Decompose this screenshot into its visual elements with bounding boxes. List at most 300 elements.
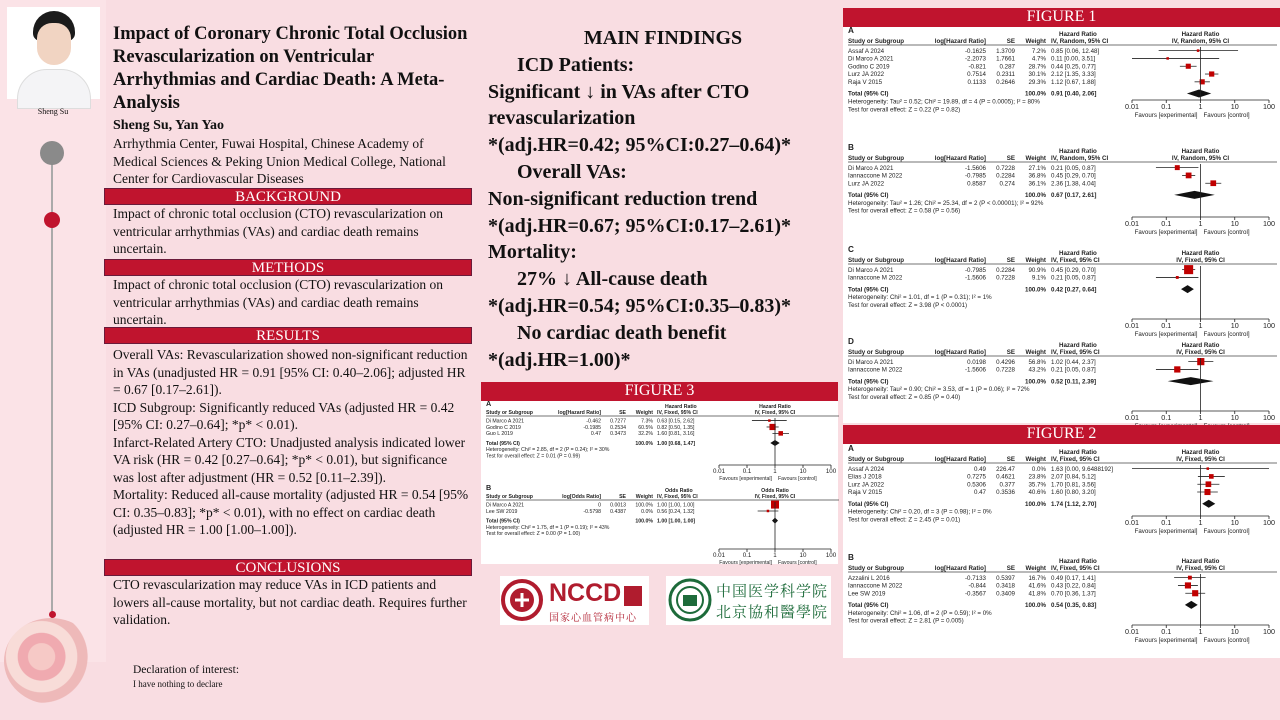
study-name: Iannaccone M 2022 xyxy=(848,582,903,590)
study-se: 226.47 xyxy=(996,465,1015,473)
total-weight: 100.0% xyxy=(1025,90,1046,98)
header-label: Odds Ratio xyxy=(665,488,693,494)
x-tick-label: 0.1 xyxy=(742,468,752,476)
x-tick-label: 0.1 xyxy=(1161,321,1172,331)
conclusions-text: CTO revascularization may reduce VAs in ICD patients and lowers all-cause mortality, but not cardiac death. Requires further validation. xyxy=(113,577,467,627)
study-ci: 0.70 [0.36, 1.37] xyxy=(1051,590,1096,598)
study-marker xyxy=(1184,265,1193,274)
background-header: BACKGROUND xyxy=(104,188,472,205)
study-ci: 1.60 [0.81, 3.16] xyxy=(657,431,695,438)
total-ci: 1.00 [0.68, 1.47] xyxy=(657,440,696,447)
x-tick-label: 1 xyxy=(773,552,777,560)
study-name: Raja V 2015 xyxy=(848,79,883,86)
total-weight: 100.0% xyxy=(635,518,653,525)
total-ci: 1.74 [1.12, 2.70] xyxy=(1051,500,1097,508)
header-label: SE xyxy=(619,410,626,416)
overall-effect-text: Test for overall effect: Z = 0.01 (P = 0.99) xyxy=(486,453,581,460)
header-label: log[Hazard Ratio] xyxy=(934,456,986,463)
x-tick-label: 100 xyxy=(1263,219,1275,229)
x-tick-label: 1 xyxy=(1198,219,1203,229)
panel-label: A xyxy=(486,399,492,408)
study-loghr: -0.5798 xyxy=(583,508,601,515)
study-se: 1.3709 xyxy=(996,47,1015,55)
study-name: Lurz JA 2022 xyxy=(848,481,885,489)
study-marker xyxy=(1210,180,1216,186)
finding-line: 27% ↓ All-cause death xyxy=(517,268,708,291)
header-label: IV, Fixed, 95% CI xyxy=(1051,565,1100,572)
study-weight: 36.8% xyxy=(1028,172,1046,180)
study-marker xyxy=(1186,173,1192,179)
study-name: Godino C 2019 xyxy=(486,424,521,431)
x-tick-label: 1 xyxy=(1198,321,1203,331)
study-marker xyxy=(1166,57,1169,60)
study-se: 0.2534 xyxy=(610,424,626,431)
favours-left: Favours [experimental] xyxy=(1134,528,1198,536)
study-ci: 1.00 [1.00, 1.00] xyxy=(657,502,695,509)
background-text: Impact of chronic total occlusion (CTO) revascularization on ventricular arrhythmias (VAs) and cardiac death remains uncertain. xyxy=(113,206,444,256)
study-name: Lurz JA 2022 xyxy=(848,180,885,188)
favours-right: Favours [control] xyxy=(1203,229,1250,237)
pumc-logo xyxy=(666,576,831,625)
study-ci: 0.56 [0.24, 1.32] xyxy=(657,508,695,515)
left-sidebar xyxy=(0,0,106,662)
study-se: 0.2284 xyxy=(996,172,1015,180)
finding-line: revascularization xyxy=(488,107,636,130)
x-tick-label: 0.1 xyxy=(742,552,752,560)
total-label: Total (95% CI) xyxy=(848,90,889,98)
study-marker xyxy=(1186,64,1191,69)
study-marker xyxy=(1185,582,1191,588)
panel-label: A xyxy=(848,26,854,35)
finding-line: Non-significant reduction trend xyxy=(488,187,758,210)
total-label: Total (95% CI) xyxy=(486,440,520,447)
total-label: Total (95% CI) xyxy=(848,500,889,508)
study-se: 0.3409 xyxy=(996,590,1015,598)
header-label: Hazard Ratio xyxy=(1181,558,1220,565)
study-ci: 1.02 [0.44, 2.37] xyxy=(1051,358,1096,366)
study-ci: 2.07 [0.84, 5.12] xyxy=(1051,473,1096,481)
total-diamond xyxy=(1174,191,1215,199)
finding-line: ICD Patients: xyxy=(517,53,635,76)
study-name: Iannaccone M 2022 xyxy=(848,274,903,282)
study-name: Godino C 2019 xyxy=(848,63,890,71)
header-label: IV, Fixed, 95% CI xyxy=(1176,456,1225,463)
header-label: IV, Random, 95% CI xyxy=(1171,38,1230,45)
pumc-logo-line2: 北京協和醫學院 xyxy=(716,603,829,621)
x-tick-label: 0.01 xyxy=(712,552,726,560)
x-tick-label: 100 xyxy=(825,468,837,476)
study-weight: 16.7% xyxy=(1028,574,1046,582)
study-ci: 0.82 [0.50, 1.35] xyxy=(657,424,695,431)
photo-shirt xyxy=(17,69,91,109)
study-name: Guo L 2019 xyxy=(486,431,513,438)
header-label: IV, Random, 95% CI xyxy=(1051,155,1109,162)
study-ci: 0.21 [0.05, 0.87] xyxy=(1051,366,1096,374)
x-tick-label: 10 xyxy=(799,552,807,560)
header-label: Study or Subgroup xyxy=(486,410,533,416)
favours-left: Favours [experimental] xyxy=(1134,637,1198,645)
x-tick-label: 1 xyxy=(1198,102,1203,112)
header-label: Hazard Ratio xyxy=(759,404,791,410)
study-weight: 43.2% xyxy=(1028,366,1046,374)
total-label: Total (95% CI) xyxy=(848,602,889,610)
header-label: IV, Fixed, 95% CI xyxy=(1176,349,1225,356)
results-paragraph: Overall VAs: Revascularization showed non-significant reduction in VAs (unadjusted HR = 0.91 [95% CI: 0.40–2.06]; adjusted HR = 0.67 [0.17–2.61]). xyxy=(113,347,468,397)
x-tick-label: 1 xyxy=(1198,518,1203,528)
study-loghr: 0.47 xyxy=(590,431,601,438)
x-tick-label: 10 xyxy=(1230,102,1239,112)
study-marker xyxy=(1188,576,1192,580)
total-label: Total (95% CI) xyxy=(848,286,889,294)
study-name: Di Marco A 2021 xyxy=(486,502,525,509)
header-label: IV, Fixed, 95% CI xyxy=(657,494,698,500)
study-weight: 4.7% xyxy=(1031,55,1046,63)
study-se: 0.7228 xyxy=(996,274,1015,282)
heterogeneity-text: Heterogeneity: Tau² = 1.26; Chi² = 25.34, df = 2 (P < 0.00001); I² = 92% xyxy=(848,199,1044,207)
study-ci: 0.44 [0.25, 0.77] xyxy=(1051,63,1096,71)
study-weight: 100.0% xyxy=(635,502,653,509)
results-paragraph: Infarct-Related Artery CTO: Unadjusted analysis indicated lower VA risk (HR = 0.42 [0.27–0.64]; *p* < 0.01), but significance was lost after adjustment (HR = 0.52 [0.11–2.39]). xyxy=(113,434,466,485)
header-label: IV, Random, 95% CI xyxy=(1171,155,1230,162)
x-tick-label: 1 xyxy=(1198,413,1203,423)
study-se: 0.4296 xyxy=(996,358,1015,366)
study-loghr: -0.1625 xyxy=(965,47,986,55)
poster-title: Impact of Coronary Chronic Total Occlusion Revascularization on Ventricular Arrhythmias and Cardiac Death: A Meta-Analysis xyxy=(113,24,468,113)
x-tick-label: 1 xyxy=(1198,627,1203,637)
x-tick-label: 10 xyxy=(1230,518,1239,528)
heterogeneity-text: Heterogeneity: Tau² = 0.90; Chi² = 3.53, df = 1 (P = 0.06); I² = 72% xyxy=(848,386,1030,394)
poster-affiliation: Arrhythmia Center, Fuwai Hospital, Chinese Academy of Medical Sciences & Peking Union Medical College, National Center for Cardiovascular Diseases xyxy=(113,136,446,186)
poster-authors: Sheng Su, Yan Yao xyxy=(113,118,225,133)
header-label: Study or Subgroup xyxy=(848,456,905,463)
study-ci: 0.21 [0.05, 0.87] xyxy=(1051,274,1096,282)
total-weight: 100.0% xyxy=(1025,602,1046,610)
x-tick-label: 0.01 xyxy=(1125,102,1139,112)
header-label: log[Odds Ratio] xyxy=(562,494,601,500)
x-tick-label: 10 xyxy=(1230,627,1239,637)
header-label: Hazard Ratio xyxy=(1181,250,1220,257)
presenter-photo xyxy=(7,7,100,99)
finding-line: Mortality: xyxy=(488,241,577,264)
favours-right: Favours [control] xyxy=(1203,637,1250,645)
x-tick-label: 10 xyxy=(1230,413,1239,423)
study-name: Azzalini L 2016 xyxy=(848,574,890,582)
heterogeneity-text: Heterogeneity: Tau² = 0.52; Chi² = 19.89, df = 4 (P = 0.0005); I² = 80% xyxy=(848,98,1040,106)
favours-left: Favours [experimental] xyxy=(719,475,772,482)
study-name: Elias J 2018 xyxy=(848,473,882,481)
results-paragraph: Mortality: Reduced all-cause mortality (adjusted HR = 0.54 [95% CI: 0.35–0.83]; *p* < 0.01), with no effect on cardiac death (adjusted HR = 1.00 [1.00–1.00]). xyxy=(113,487,469,537)
study-se: 0.274 xyxy=(999,180,1015,188)
study-marker xyxy=(1207,467,1210,470)
study-name: Di Marco A 2021 xyxy=(848,55,894,63)
overall-effect-text: Test for overall effect: Z = 0.85 (P = 0.40) xyxy=(848,393,961,401)
header-label: Study or Subgroup xyxy=(486,494,533,500)
total-weight: 100.0% xyxy=(1025,192,1046,200)
study-ci: 1.12 [0.67, 1.88] xyxy=(1051,79,1096,86)
total-ci: 1.00 [1.00, 1.00] xyxy=(657,518,696,525)
presenter-name: Sheng Su xyxy=(37,107,69,116)
study-loghr: 0.0198 xyxy=(967,358,986,366)
study-loghr: 0 xyxy=(598,502,601,509)
figure1-plot xyxy=(843,27,1280,423)
study-name: Lurz JA 2022 xyxy=(848,71,885,79)
methods-header: METHODS xyxy=(104,259,472,276)
x-tick-label: 0.1 xyxy=(1161,102,1172,112)
study-marker xyxy=(767,510,770,512)
header-label: IV, Fixed, 95% CI xyxy=(1051,456,1100,463)
declaration xyxy=(133,664,239,689)
header-label: SE xyxy=(1006,456,1015,463)
panel-label: C xyxy=(848,245,854,254)
total-label: Total (95% CI) xyxy=(848,378,889,386)
pumc-logo-line1: 中国医学科学院 xyxy=(716,582,829,600)
header-label: SE xyxy=(1006,155,1015,162)
study-loghr: 0.47 xyxy=(973,489,986,497)
header-label: Study or Subgroup xyxy=(848,349,905,356)
panel-label: B xyxy=(486,483,492,492)
header-label: IV, Fixed, 95% CI xyxy=(657,410,698,416)
x-tick-label: 100 xyxy=(1263,627,1275,637)
study-marker xyxy=(1197,49,1200,52)
panel-label: B xyxy=(848,143,854,152)
header-label: Study or Subgroup xyxy=(848,565,905,572)
study-loghr: 0.7514 xyxy=(967,71,986,79)
study-weight: 0.0% xyxy=(1031,465,1046,473)
header-label: SE xyxy=(1006,349,1015,356)
study-loghr: -0.7985 xyxy=(965,266,986,274)
finding-line: *(adj.HR=0.67; 95%CI:0.17–2.61)* xyxy=(488,214,792,237)
favours-right: Favours [control] xyxy=(1203,528,1250,536)
study-loghr: 0.5306 xyxy=(967,481,986,489)
favours-left: Favours [experimental] xyxy=(1134,112,1198,120)
study-weight: 36.1% xyxy=(1028,180,1046,188)
study-name: Assaf A 2024 xyxy=(848,47,885,55)
x-tick-label: 0.01 xyxy=(1125,518,1139,528)
x-tick-label: 0.1 xyxy=(1161,413,1172,423)
conclusions-header: CONCLUSIONS xyxy=(104,559,472,576)
heterogeneity-text: Heterogeneity: Chi² = 0.20, df = 3 (P = 0.98); I² = 0% xyxy=(848,508,992,516)
favours-left: Favours [experimental] xyxy=(719,559,772,566)
study-weight: 60.5% xyxy=(638,424,653,431)
study-weight: 29.3% xyxy=(1028,79,1046,86)
x-tick-label: 10 xyxy=(1230,219,1239,229)
x-tick-label: 0.1 xyxy=(1161,627,1172,637)
study-se: 0.7277 xyxy=(610,418,626,425)
x-tick-label: 100 xyxy=(1263,321,1275,331)
x-tick-label: 100 xyxy=(1263,518,1275,528)
study-marker xyxy=(1204,489,1210,495)
study-ci: 0.45 [0.29, 0.70] xyxy=(1051,172,1096,180)
study-loghr: -0.3567 xyxy=(965,590,986,598)
study-weight: 40.6% xyxy=(1028,489,1046,497)
study-weight: 7.2% xyxy=(1031,47,1046,55)
heterogeneity-text: Heterogeneity: Chi² = 1.06, df = 2 (P = 0.59); I² = 0% xyxy=(848,609,992,617)
heterogeneity-text: Heterogeneity: Chi² = 2.85, df = 2 (P = 0.24); I² = 30% xyxy=(486,447,610,454)
study-ci: 1.70 [0.81, 3.56] xyxy=(1051,481,1096,489)
overall-effect-text: Test for overall effect: Z = 0.00 (P = 1.00) xyxy=(486,531,581,538)
header-label: log[Hazard Ratio] xyxy=(934,38,986,45)
study-marker xyxy=(1209,474,1214,479)
header-label: Weight xyxy=(1025,38,1046,45)
figure1-header: FIGURE 1 xyxy=(843,8,1280,27)
header-label: log[Hazard Ratio] xyxy=(934,257,986,264)
study-name: Lee SW 2019 xyxy=(848,590,886,598)
study-marker xyxy=(1209,71,1214,76)
floral-decoration xyxy=(4,618,98,704)
study-loghr: 0.1133 xyxy=(967,79,986,86)
forest-plot-svg xyxy=(843,444,1280,658)
figure2-plot xyxy=(843,444,1280,658)
methods-text: Impact of chronic total occlusion (CTO) revascularization on ventricular arrhythmias (VAs) and cardiac death remains uncertain. xyxy=(113,277,444,327)
header-label: Hazard Ratio xyxy=(1181,449,1220,456)
total-ci: 0.54 [0.35, 0.83] xyxy=(1051,602,1097,610)
study-weight: 41.6% xyxy=(1028,582,1046,590)
study-marker xyxy=(1176,276,1179,279)
study-loghr: -1.5606 xyxy=(965,366,986,374)
study-name: Iannaccone M 2022 xyxy=(848,172,903,180)
study-weight: 56.8% xyxy=(1028,358,1046,366)
favours-right: Favours [control] xyxy=(778,475,817,482)
main-findings-heading: MAIN FINDINGS xyxy=(583,27,743,49)
x-tick-label: 0.1 xyxy=(1161,219,1172,229)
declaration-title: Declaration of interest: xyxy=(133,664,240,676)
header-label: log[Hazard Ratio] xyxy=(934,155,986,162)
header-label: Hazard Ratio xyxy=(1059,558,1097,565)
header-label: Hazard Ratio xyxy=(1181,148,1220,155)
header-label: Hazard Ratio xyxy=(1181,342,1220,349)
study-name: Raja V 2015 xyxy=(848,489,883,497)
study-se: 0.3536 xyxy=(996,489,1015,497)
study-se: 1.7661 xyxy=(996,55,1015,63)
x-tick-label: 100 xyxy=(1263,102,1275,112)
study-ci: 0.85 [0.06, 12.48] xyxy=(1051,47,1100,55)
timeline-dot-small[interactable] xyxy=(49,611,56,618)
study-loghr: -1.5606 xyxy=(965,274,986,282)
ncccd-logo xyxy=(500,576,649,625)
header-label: log[Hazard Ratio] xyxy=(934,349,986,356)
study-weight: 32.2% xyxy=(638,431,653,438)
header-label: Study or Subgroup xyxy=(848,257,905,264)
study-se: 0.3418 xyxy=(996,582,1015,590)
study-ci: 0.11 [0.00, 3.51] xyxy=(1051,55,1096,63)
forest-plot-svg xyxy=(843,27,1280,423)
total-ci: 0.42 [0.27, 0.64] xyxy=(1051,286,1097,294)
study-weight: 41.8% xyxy=(1028,590,1046,598)
header-label: Weight xyxy=(1025,456,1046,463)
finding-line: *(adj.HR=1.00)* xyxy=(488,348,631,371)
study-se: 0.4387 xyxy=(610,508,626,515)
study-weight: 27.1% xyxy=(1028,164,1046,172)
overall-effect-text: Test for overall effect: Z = 2.81 (P = 0.005) xyxy=(848,617,964,625)
header-label: IV, Fixed, 95% CI xyxy=(1176,257,1225,264)
total-diamond xyxy=(1185,601,1198,609)
x-tick-label: 10 xyxy=(1230,321,1239,331)
x-tick-label: 10 xyxy=(799,468,807,476)
study-se: 0.0013 xyxy=(610,502,626,509)
study-name: Di Marco A 2021 xyxy=(848,358,894,366)
header-label: SE xyxy=(1006,257,1015,264)
study-marker xyxy=(1175,165,1180,170)
total-weight: 100.0% xyxy=(1025,378,1046,386)
header-label: IV, Fixed, 95% CI xyxy=(1051,257,1100,264)
results-header: RESULTS xyxy=(104,327,472,344)
total-diamond xyxy=(1181,285,1194,293)
total-diamond xyxy=(1202,500,1215,508)
total-weight: 100.0% xyxy=(635,440,653,447)
study-se: 0.7228 xyxy=(996,366,1015,374)
header-label: Weight xyxy=(1025,257,1046,264)
overall-effect-text: Test for overall effect: Z = 3.98 (P < 0.0001) xyxy=(848,301,968,309)
study-name: Assaf A 2024 xyxy=(848,465,885,473)
study-ci: 0.45 [0.29, 0.70] xyxy=(1051,266,1096,274)
main-findings xyxy=(488,25,838,373)
header-label: Hazard Ratio xyxy=(1059,250,1097,257)
study-marker xyxy=(1174,366,1180,372)
heterogeneity-text: Heterogeneity: Chi² = 1.01, df = 1 (P = 0.31); I² = 1% xyxy=(848,294,992,302)
study-weight: 90.9% xyxy=(1028,266,1046,274)
header-label: Weight xyxy=(1025,155,1046,162)
study-se: 0.2646 xyxy=(996,79,1015,86)
header-label: Hazard Ratio xyxy=(1059,342,1097,349)
study-weight: 23.8% xyxy=(1028,473,1046,481)
favours-right: Favours [control] xyxy=(778,559,817,566)
total-label: Total (95% CI) xyxy=(486,518,520,525)
study-ci: 0.63 [0.15, 2.62] xyxy=(657,418,695,425)
overall-effect-text: Test for overall effect: Z = 0.58 (P = 0.56) xyxy=(848,207,961,215)
total-label: Total (95% CI) xyxy=(848,192,889,200)
study-se: 0.377 xyxy=(999,481,1015,489)
overall-effect-text: Test for overall effect: Z = 2.45 (P = 0.01) xyxy=(848,516,961,524)
study-name: Di Marco A 2021 xyxy=(486,418,525,425)
panel-label: B xyxy=(848,553,854,562)
study-se: 0.5397 xyxy=(996,574,1015,582)
header-label: Study or Subgroup xyxy=(848,38,905,45)
panel-label: D xyxy=(848,337,854,346)
header-label: SE xyxy=(1006,38,1015,45)
header-label: Weight xyxy=(635,494,653,500)
photo-face xyxy=(37,23,71,65)
header-label: Hazard Ratio xyxy=(1059,449,1097,456)
header-label: Weight xyxy=(1025,565,1046,572)
timeline-dot-red[interactable] xyxy=(44,212,60,228)
study-se: 0.2284 xyxy=(996,266,1015,274)
panel-label: A xyxy=(848,444,854,453)
header-label: Hazard Ratio xyxy=(1059,31,1097,38)
study-weight: 35.7% xyxy=(1028,481,1046,489)
x-tick-label: 100 xyxy=(1263,413,1275,423)
declaration-body: I have nothing to declare xyxy=(133,679,223,689)
x-tick-label: 0.01 xyxy=(1125,413,1139,423)
study-ci: 2.36 [1.38, 4.04] xyxy=(1051,180,1096,188)
total-ci: 0.67 [0.17, 2.61] xyxy=(1051,192,1097,200)
study-loghr: -0.1985 xyxy=(583,424,601,431)
header-label: IV, Fixed, 95% CI xyxy=(754,494,796,500)
study-loghr: -0.844 xyxy=(968,582,986,590)
x-tick-label: 0.01 xyxy=(1125,321,1139,331)
timeline-dot-gray[interactable] xyxy=(40,141,64,165)
study-loghr: -1.5606 xyxy=(965,164,986,172)
study-loghr: 0.8587 xyxy=(967,180,986,188)
figure3-header: FIGURE 3 xyxy=(481,382,838,401)
figure2-header: FIGURE 2 xyxy=(843,425,1280,444)
header-label: Weight xyxy=(635,410,653,416)
study-loghr: 0.49 xyxy=(973,465,986,473)
heterogeneity-text: Heterogeneity: Chi² = 1.75, df = 1 (P = 0.19); I² = 43% xyxy=(486,524,610,531)
study-marker xyxy=(1206,481,1212,487)
study-name: Iannaccone M 2022 xyxy=(848,366,903,374)
header-label: Odds Ratio xyxy=(761,488,789,494)
results-text xyxy=(113,346,470,539)
